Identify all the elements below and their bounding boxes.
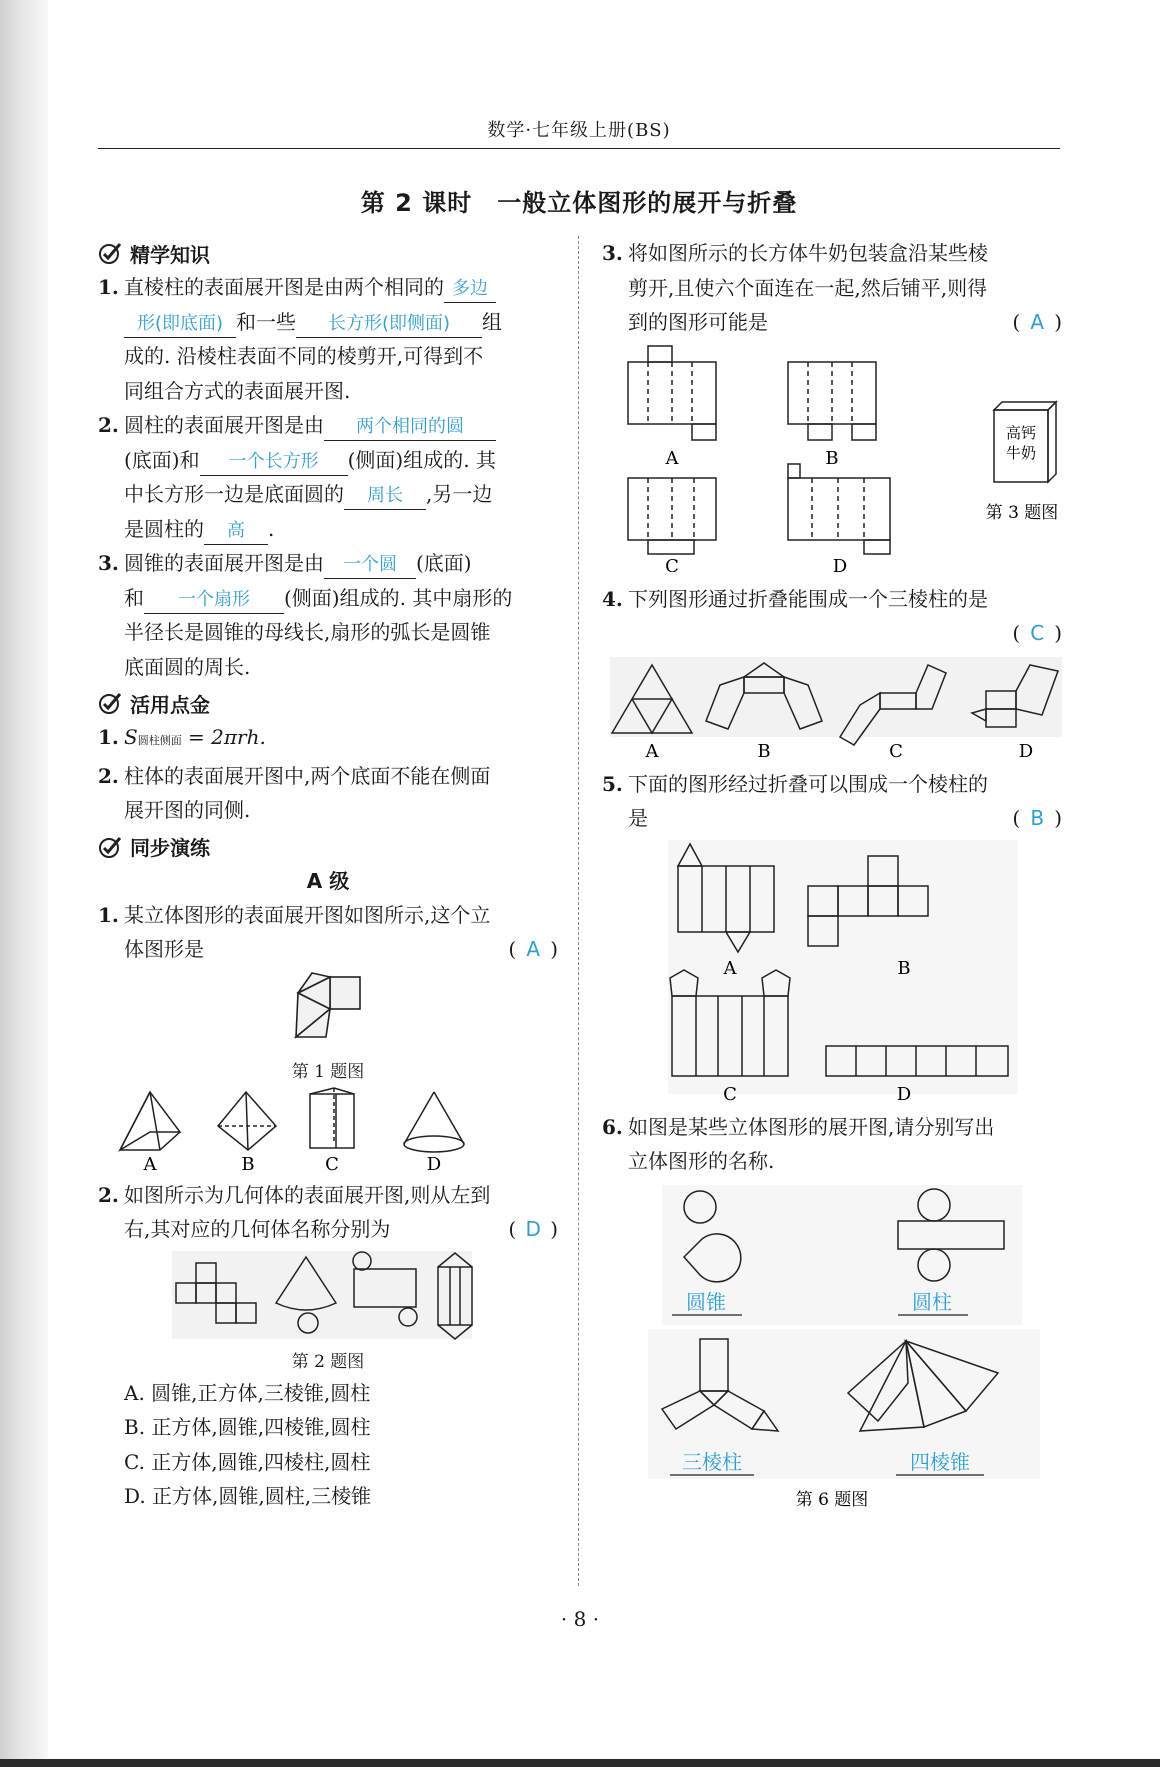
question-6: 6. 如图是某些立体图形的展开图,请分别写出 立体图形的名称. bbox=[602, 1114, 995, 1173]
knowledge-item-1: 1. 直棱柱的表面展开图是由两个相同的 多边 形(即底面) 和一些 长方形(即侧面) 组 成的. 沿棱柱表面不同的棱剪开,可得到不 同组合方式的表面展开图. bbox=[98, 275, 502, 403]
q2-nets-figure bbox=[98, 1247, 558, 1343]
column-divider bbox=[578, 236, 579, 1586]
q3-nets-figure bbox=[602, 340, 1062, 572]
q2-option-c: C. 正方体,圆锥,四棱柱,圆柱 bbox=[124, 1449, 371, 1474]
blank-answer: 周长 bbox=[344, 483, 426, 510]
option-label-a: A bbox=[723, 957, 737, 979]
option-label-b: B bbox=[825, 447, 839, 469]
blank-answer: 长方形(即侧面) bbox=[296, 311, 482, 338]
blank-answer: 一个扇形 bbox=[144, 587, 284, 614]
section-tongbu: 同步演练 bbox=[98, 830, 558, 864]
option-label-c: C bbox=[723, 1083, 737, 1105]
answer-choice: A bbox=[1030, 310, 1045, 334]
header-rule bbox=[98, 148, 1060, 149]
check-badge-icon bbox=[98, 691, 122, 715]
blank-answer: 两个相同的圆 bbox=[324, 414, 496, 441]
option-label-c: C bbox=[889, 740, 903, 761]
q4-nets-figure bbox=[602, 651, 1062, 761]
question-4: 4. 下列图形通过折叠能围成一个三棱柱的是 ( C ) bbox=[602, 582, 1062, 617]
blank-answer: 形(即底面) bbox=[124, 311, 236, 338]
question-3: 3. 将如图所示的长方体牛奶包装盒沿某些棱 剪开,且使六个面连在一起,然后铺平,则得 到的图形可能是 ( A ) bbox=[602, 236, 1062, 340]
q6-answer-4: 四棱锥 bbox=[910, 1449, 970, 1474]
lesson-title: 第 2 课时 一般立体图形的展开与折叠 bbox=[360, 189, 798, 217]
option-label-d: D bbox=[426, 1153, 442, 1174]
option-label-a: A bbox=[665, 447, 679, 469]
milk-box-label-1: 高钙 bbox=[1005, 423, 1037, 442]
option-label-d: D bbox=[1018, 740, 1034, 761]
section-jingxue: 精学知识 bbox=[98, 236, 558, 270]
book-spine-shadow bbox=[0, 0, 48, 1767]
question-1: 1. 某立体图形的表面展开图如图所示,这个立 体图形是 ( A ) bbox=[98, 898, 558, 967]
running-header: 数学·七年级上册(BS) bbox=[487, 120, 671, 141]
figure-caption: 第 1 题图 bbox=[291, 1061, 365, 1082]
option-label-c: C bbox=[665, 555, 679, 572]
section-huoyong: 活用点金 bbox=[98, 686, 558, 720]
option-label-a: A bbox=[645, 740, 659, 761]
answer-choice: A bbox=[526, 937, 541, 961]
answer-choice: B bbox=[1030, 806, 1045, 830]
check-badge-icon bbox=[98, 241, 122, 265]
option-label-b: B bbox=[241, 1153, 255, 1174]
blank-answer: 多边 bbox=[444, 276, 496, 303]
figure-caption: 第 6 题图 bbox=[795, 1489, 869, 1510]
blank-answer: 高 bbox=[204, 518, 268, 545]
knowledge-item-2: 2. 圆柱的表面展开图是由 两个相同的圆 (底面)和 一个长方形 (侧面)组成的. 其 中长方形一边是底面圆的 周长 ,另一边 是圆柱的 高 . bbox=[98, 408, 558, 546]
answer-choice: D bbox=[525, 1217, 541, 1241]
q6-answer-3: 三棱柱 bbox=[682, 1449, 742, 1474]
tip-item-1: 1. S圆柱侧面 = 2πrh. bbox=[98, 725, 266, 749]
figure-caption: 第 2 题图 bbox=[291, 1351, 365, 1372]
q2-option-d: D. 正方体,圆锥,圆柱,三棱锥 bbox=[124, 1484, 372, 1508]
q2-option-b: B. 正方体,圆锥,四棱锥,圆柱 bbox=[124, 1415, 371, 1439]
bottom-edge-bar bbox=[0, 1759, 1160, 1767]
level-heading: A 级 bbox=[306, 868, 350, 893]
q6-answer-1: 圆锥 bbox=[686, 1289, 726, 1314]
question-2: 2. 如图所示为几何体的表面展开图,则从左到 右,其对应的几何体名称分别为 ( D ) bbox=[98, 1178, 558, 1247]
option-label-b: B bbox=[897, 957, 911, 979]
q1-net-figure bbox=[98, 967, 558, 1053]
q2-option-a: A. 圆锥,正方体,三棱锥,圆柱 bbox=[124, 1380, 371, 1405]
tip-item-2: 2. 柱体的表面展开图中,两个底面不能在侧面 展开图的同侧. bbox=[98, 763, 491, 822]
milk-box-label-2: 牛奶 bbox=[1005, 443, 1037, 462]
figure-caption: 第 3 题图 bbox=[985, 502, 1059, 523]
option-label-d: D bbox=[832, 555, 848, 572]
right-column bbox=[602, 236, 1062, 1519]
knowledge-item-3: 3. 圆锥的表面展开图是由 一个圆 (底面) 和 一个扇形 (侧面)组成的. 其中扇形的 半径长是圆锥的母线长,扇形的弧长是圆锥 底面圆的周长. bbox=[98, 551, 513, 679]
q1-options-figure bbox=[98, 1082, 558, 1174]
q5-nets-figure bbox=[602, 836, 1062, 1106]
question-5: 5. 下面的图形经过折叠可以围成一个棱柱的 是 ( B ) bbox=[602, 767, 1062, 836]
answer-choice: C bbox=[1030, 621, 1045, 645]
option-label-b: B bbox=[757, 740, 771, 761]
q6-nets-figure bbox=[602, 1179, 1062, 1515]
q6-answer-2: 圆柱 bbox=[912, 1289, 952, 1314]
check-badge-icon bbox=[98, 835, 122, 859]
option-label-a: A bbox=[143, 1153, 157, 1174]
option-label-d: D bbox=[896, 1083, 912, 1105]
blank-answer: 一个长方形 bbox=[200, 449, 348, 476]
option-label-c: C bbox=[325, 1153, 339, 1174]
left-column bbox=[98, 236, 558, 1514]
page-number: · 8 · bbox=[560, 1607, 600, 1631]
blank-answer: 一个圆 bbox=[324, 552, 416, 579]
